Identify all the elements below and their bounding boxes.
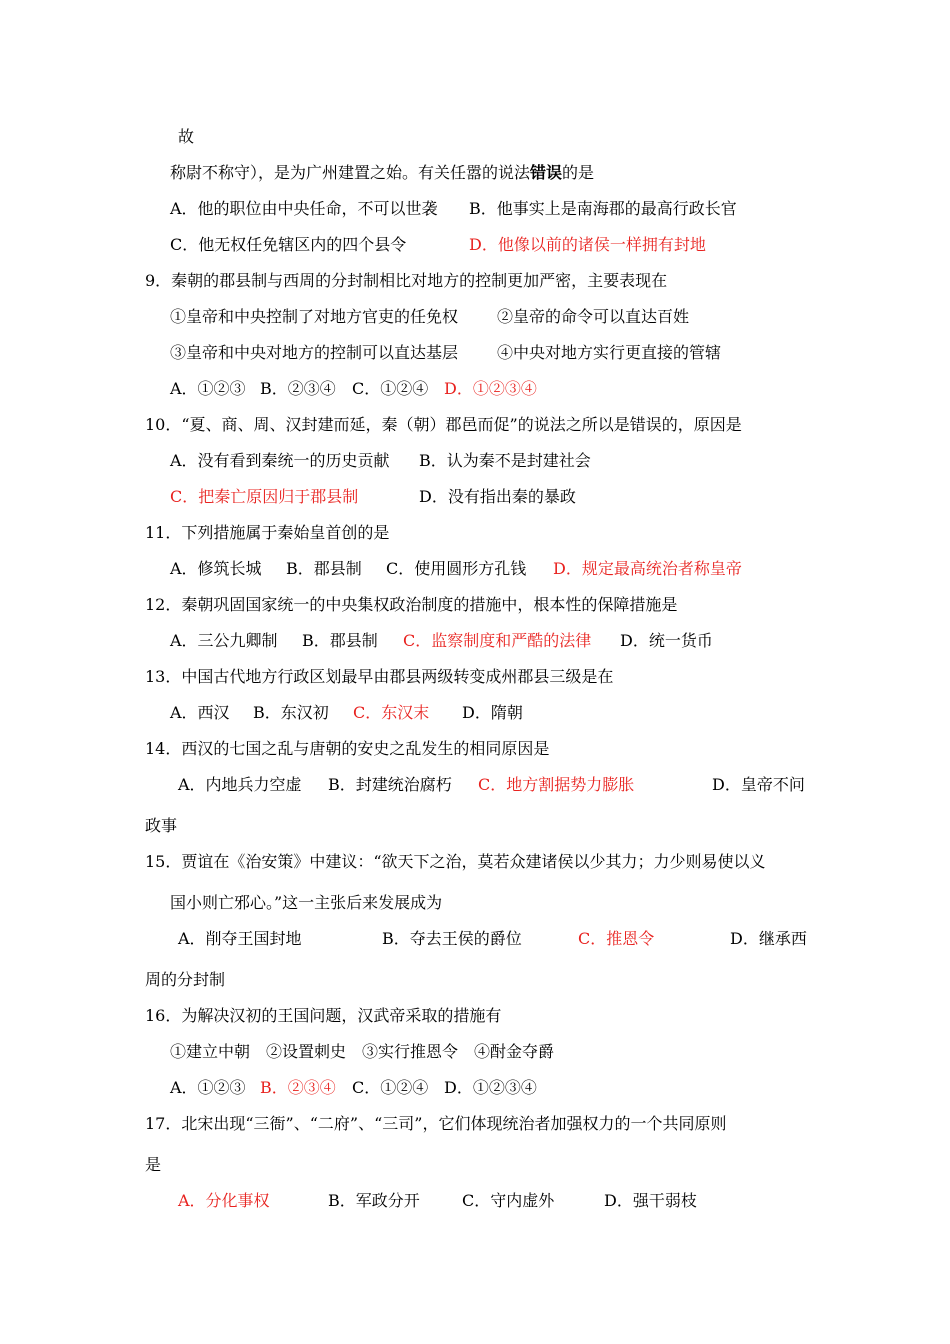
question-15-stem-continuation: 国小则亡邪心。”这一主张后来发展成为: [170, 893, 443, 912]
stem-text: 的是: [562, 163, 595, 182]
question-16-stem: 16．为解决汉初的王国问题，汉武帝采取的措施有: [145, 1006, 502, 1025]
q9-item-1: ①皇帝和中央控制了对地方官吏的任免权: [170, 307, 459, 326]
q16-option-a: A．①②③: [170, 1078, 246, 1097]
q9-option-d-answer: D．①②③④: [444, 379, 537, 398]
q15-option-c-answer: C．推恩令: [578, 929, 655, 948]
question-17-stem: 17．北宋出现“三衙”、“二府”、“三司”，它们体现统治者加强权力的一个共同原则: [145, 1114, 727, 1133]
question-12-stem: 12．秦朝巩固国家统一的中央集权政治制度的措施中，根本性的保障措施是: [145, 595, 678, 614]
q15-option-a: A．削夺王国封地: [178, 929, 302, 948]
q14-option-c-answer: C．地方割据势力膨胀: [478, 775, 635, 794]
q12-option-c-answer: C．监察制度和严酷的法律: [403, 631, 592, 650]
q12-option-d: D．统一货币: [620, 631, 713, 650]
q11-option-c: C．使用圆形方孔钱: [386, 559, 527, 578]
q13-option-a: A．西汉: [170, 703, 230, 722]
q11-option-a: A．修筑长城: [170, 559, 262, 578]
q11-option-d-answer: D．规定最高统治者称皇帝: [553, 559, 742, 578]
q9-option-b: B．②③④: [260, 379, 336, 398]
emphasis-text: 错误: [530, 163, 563, 182]
q8-option-a: A．他的职位由中央任命，不可以世袭: [170, 199, 438, 218]
question-13-stem: 13．中国古代地方行政区划最早由郡县两级转变成州郡县三级是在: [145, 667, 614, 686]
q16-option-b-answer: B．②③④: [260, 1078, 336, 1097]
q14-option-d-continuation: 政事: [145, 816, 178, 835]
text-fragment: 故: [178, 127, 195, 146]
q10-option-c-answer: C．把秦亡原因归于郡县制: [170, 487, 359, 506]
question-9-stem: 9．秦朝的郡县制与西周的分封制相比对地方的控制更加严密，主要表现在: [145, 271, 668, 290]
q14-option-b: B．封建统治腐朽: [328, 775, 452, 794]
question-10-stem: 10．“夏、商、周、汉封建而延，秦（朝）郡邑而促”的说法之所以是错误的，原因是: [145, 415, 742, 434]
q15-option-d-continuation: 周的分封制: [145, 970, 226, 989]
q17-option-b: B．军政分开: [328, 1191, 420, 1210]
q13-option-b: B．东汉初: [253, 703, 329, 722]
q13-option-d: D．隋朝: [462, 703, 523, 722]
q14-option-a: A．内地兵力空虚: [178, 775, 302, 794]
q12-option-b: B．郡县制: [302, 631, 378, 650]
question-14-stem: 14．西汉的七国之乱与唐朝的安史之乱发生的相同原因是: [145, 739, 550, 758]
question-11-stem: 11．下列措施属于秦始皇首创的是: [145, 523, 390, 542]
q10-option-d: D．没有指出秦的暴政: [419, 487, 576, 506]
question-17-stem-continuation: 是: [145, 1155, 162, 1174]
q10-option-a: A．没有看到秦统一的历史贡献: [170, 451, 390, 470]
q9-option-c: C．①②④: [352, 379, 429, 398]
q16-option-d: D．①②③④: [444, 1078, 537, 1097]
q16-option-c: C．①②④: [352, 1078, 429, 1097]
q14-option-d: D．皇帝不问: [712, 775, 805, 794]
q17-option-c: C．守内虚外: [462, 1191, 555, 1210]
q8-option-d-answer: D．他像以前的诸侯一样拥有封地: [469, 235, 706, 254]
q8-option-c: C．他无权任免辖区内的四个县令: [170, 235, 407, 254]
q16-items: ①建立中朝 ②设置刺史 ③实行推恩令 ④酎金夺爵: [170, 1042, 555, 1061]
q9-item-3: ③皇帝和中央对地方的控制可以直达基层: [170, 343, 459, 362]
q13-option-c-answer: C．东汉末: [353, 703, 430, 722]
q15-option-b: B．夺去王侯的爵位: [382, 929, 522, 948]
q8-option-b: B．他事实上是南海郡的最高行政长官: [469, 199, 737, 218]
question-8-stem: [170, 163, 594, 183]
q12-option-a: A．三公九卿制: [170, 631, 278, 650]
q9-option-a: A．①②③: [170, 379, 246, 398]
question-15-stem: 15．贾谊在《治安策》中建议：“欲天下之治，莫若众建诸侯以少其力；力少则易使以义: [145, 852, 766, 871]
q15-option-d: D．继承西: [730, 929, 807, 948]
q17-option-a-answer: A．分化事权: [178, 1191, 270, 1210]
q9-item-4: ④中央对地方实行更直接的管辖: [497, 343, 722, 362]
q9-item-2: ②皇帝的命令可以直达百姓: [497, 307, 690, 326]
q11-option-b: B．郡县制: [286, 559, 362, 578]
q10-option-b: B．认为秦不是封建社会: [419, 451, 591, 470]
q17-option-d: D．强干弱枝: [604, 1191, 697, 1210]
stem-text: 称尉不称守），是为广州建置之始。有关任嚣的说法: [170, 163, 531, 182]
